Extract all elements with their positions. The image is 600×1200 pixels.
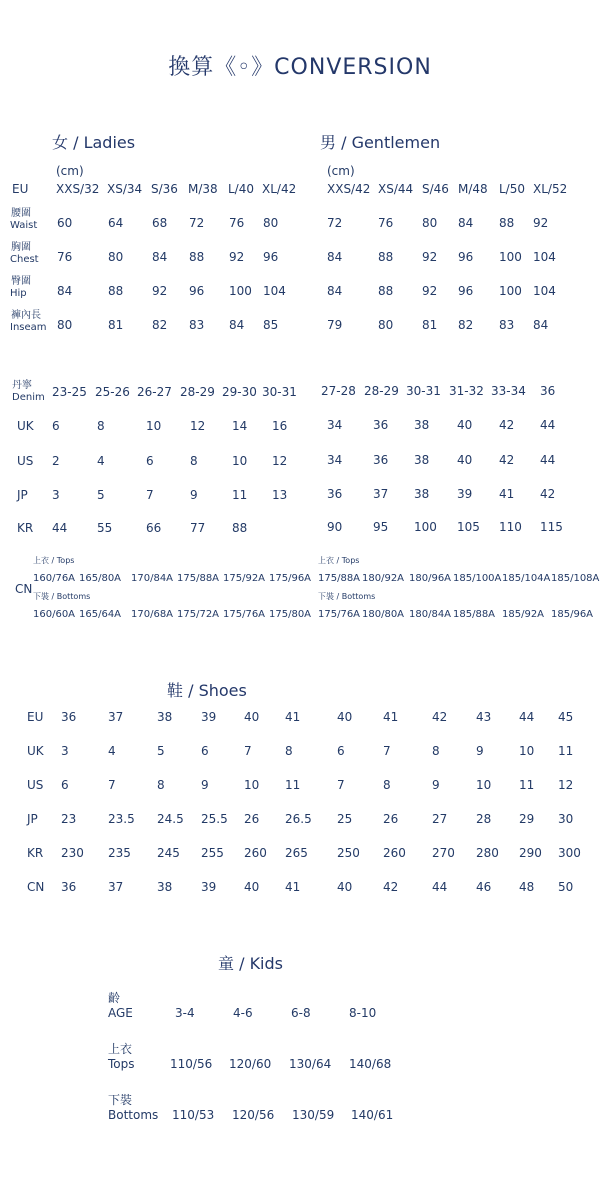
row-label-jp: JP <box>17 488 28 502</box>
gentlemen-kr-cell: 90 <box>327 520 343 534</box>
ladies-kr-cell: 55 <box>97 521 113 535</box>
shoes-cell: 10 <box>476 778 492 792</box>
shoes-cell: 7 <box>337 778 345 792</box>
row-label-us: US <box>17 454 34 468</box>
shoes-cell: 40 <box>337 710 353 724</box>
ladies-cell: 84 <box>229 318 245 332</box>
ladies-cell: 85 <box>263 318 279 332</box>
gentlemen-uk-cell: 36 <box>373 418 389 432</box>
gentlemen-denim-cell: 27-28 <box>321 384 356 398</box>
ladies-cell: 88 <box>108 284 124 298</box>
gentlemen-denim-cell: 30-31 <box>406 384 441 398</box>
gentlemen-size-header: L/50 <box>499 182 525 196</box>
shoes-cell: 7 <box>383 744 391 758</box>
shoes-cell: 250 <box>337 846 360 860</box>
gentlemen-cell: 92 <box>422 250 438 264</box>
gentlemen-cell: 92 <box>422 284 438 298</box>
gentlemen-cell: 88 <box>499 216 515 230</box>
gentlemen-uk-cell: 34 <box>327 418 343 432</box>
gentlemen-uk-cell: 42 <box>499 418 515 432</box>
gentlemen-size-header: XXS/42 <box>327 182 371 196</box>
ladies-cn-tops-cell: 175/92A <box>223 573 266 584</box>
ladies-uk-cell: 16 <box>272 419 288 433</box>
shoes-cell: 41 <box>285 880 301 894</box>
kids-cell: 6-8 <box>291 1006 311 1020</box>
shoes-cell: 280 <box>476 846 499 860</box>
kids-cell: 120/60 <box>229 1057 272 1071</box>
ladies-cell: 76 <box>57 250 73 264</box>
gentlemen-denim-cell: 36 <box>540 384 556 398</box>
ladies-jp-cell: 5 <box>97 488 105 502</box>
shoes-cell: 44 <box>432 880 448 894</box>
shoes-cell: 265 <box>285 846 308 860</box>
gentlemen-cell: 84 <box>458 216 474 230</box>
shoes-cell: 46 <box>476 880 492 894</box>
gentlemen-us-cell: 40 <box>457 453 473 467</box>
ladies-jp-cell: 11 <box>232 488 248 502</box>
shoes-cell: 7 <box>244 744 252 758</box>
shoes-row-label: EU <box>27 710 44 724</box>
shoes-cell: 11 <box>285 778 301 792</box>
gentlemen-uk-cell: 40 <box>457 418 473 432</box>
shoes-cell: 38 <box>157 880 173 894</box>
ladies-cell: 81 <box>108 318 124 332</box>
ladies-cell: 88 <box>189 250 205 264</box>
ladies-size-header: XXS/32 <box>56 182 100 196</box>
ladies-denim-cell: 26-27 <box>137 385 172 399</box>
row-label-uk: UK <box>17 419 34 433</box>
ladies-us-cell: 6 <box>146 454 154 468</box>
ladies-cell: 84 <box>57 284 73 298</box>
ladies-cell: 82 <box>152 318 168 332</box>
gentlemen-cell: 80 <box>422 216 438 230</box>
ladies-size-header: S/36 <box>151 182 178 196</box>
ladies-cn-bottoms-cell: 160/60A <box>33 609 76 620</box>
gentlemen-cell: 88 <box>378 250 394 264</box>
gentlemen-us-cell: 34 <box>327 453 343 467</box>
shoes-cell: 8 <box>285 744 293 758</box>
shoes-cell: 50 <box>558 880 574 894</box>
kids-row-label-zh: 上衣 <box>108 1042 133 1056</box>
gentlemen-kr-cell: 115 <box>540 520 563 534</box>
gentlemen-cell: 104 <box>533 250 556 264</box>
ladies-cell: 83 <box>189 318 205 332</box>
gentlemen-cn-tops-cell: 175/88A <box>318 573 361 584</box>
shoes-cell: 10 <box>244 778 260 792</box>
row-label-zh: 胸圍 <box>11 242 31 253</box>
shoes-cell: 39 <box>201 710 217 724</box>
row-label-zh: 褲內長 <box>11 310 41 321</box>
shoes-row-label: UK <box>27 744 44 758</box>
ladies-us-cell: 12 <box>272 454 288 468</box>
gentlemen-cell: 79 <box>327 318 343 332</box>
ladies-cn-tops-cell: 165/80A <box>79 573 122 584</box>
ladies-kr-cell: 77 <box>190 521 206 535</box>
gentlemen-kr-cell: 110 <box>499 520 522 534</box>
ladies-cell: 76 <box>229 216 245 230</box>
kids-row-label-zh: 下裝 <box>108 1093 133 1107</box>
shoes-cell: 9 <box>432 778 440 792</box>
shoes-cell: 12 <box>558 778 574 792</box>
gentlemen-cell: 81 <box>422 318 438 332</box>
ladies-cn-tops-cell: 170/84A <box>131 573 174 584</box>
kids-cell: 110/56 <box>170 1057 213 1071</box>
gentlemen-kr-cell: 95 <box>373 520 389 534</box>
shoes-cell: 24.5 <box>157 812 184 826</box>
ladies-cn-bottoms-label: 下裝 / Bottoms <box>33 592 91 601</box>
gentlemen-cell: 84 <box>327 284 343 298</box>
shoes-cell: 39 <box>201 880 217 894</box>
gentlemen-cn-tops-cell: 185/108A <box>551 573 600 584</box>
gentlemen-cell: 88 <box>378 284 394 298</box>
gentlemen-cn-tops-cell: 185/100A <box>453 573 502 584</box>
shoes-cell: 41 <box>383 710 399 724</box>
gentlemen-cn-tops-cell: 185/104A <box>502 573 551 584</box>
shoes-cell: 37 <box>108 710 124 724</box>
ladies-kr-cell: 66 <box>146 521 162 535</box>
row-label-en: Hip <box>10 288 27 299</box>
shoes-cell: 6 <box>61 778 69 792</box>
shoes-cell: 23.5 <box>108 812 135 826</box>
kids-cell: 120/56 <box>232 1108 275 1122</box>
kids-cell: 140/68 <box>349 1057 392 1071</box>
ladies-size-header: XS/34 <box>107 182 143 196</box>
shoes-heading: 鞋 / Shoes <box>167 681 247 700</box>
gentlemen-cn-tops-cell: 180/92A <box>362 573 405 584</box>
ladies-size-header: M/38 <box>188 182 218 196</box>
ladies-size-header: L/40 <box>228 182 254 196</box>
ladies-kr-cell: 88 <box>232 521 248 535</box>
ladies-us-cell: 8 <box>190 454 198 468</box>
ladies-cell: 72 <box>189 216 205 230</box>
gentlemen-cell: 100 <box>499 250 522 264</box>
shoes-cell: 270 <box>432 846 455 860</box>
ladies-cn-tops-cell: 175/96A <box>269 573 312 584</box>
ladies-us-cell: 4 <box>97 454 105 468</box>
gentlemen-denim-cell: 31-32 <box>449 384 484 398</box>
shoes-cell: 40 <box>244 710 260 724</box>
shoes-cell: 45 <box>558 710 574 724</box>
ladies-jp-cell: 9 <box>190 488 198 502</box>
gentlemen-us-cell: 42 <box>499 453 515 467</box>
kids-cell: 8-10 <box>349 1006 377 1020</box>
shoes-cell: 36 <box>61 710 77 724</box>
shoes-row-label: JP <box>27 812 38 826</box>
gentlemen-cn-tops-cell: 180/96A <box>409 573 452 584</box>
ladies-uk-cell: 12 <box>190 419 206 433</box>
shoes-cell: 40 <box>244 880 260 894</box>
ladies-cell: 104 <box>263 284 286 298</box>
gentlemen-cn-bottoms-label: 下裝 / Bottoms <box>318 592 376 601</box>
gentlemen-jp-cell: 36 <box>327 487 343 501</box>
row-label-en: Inseam <box>10 322 47 333</box>
ladies-cell: 84 <box>152 250 168 264</box>
ladies-denim-cell: 29-30 <box>222 385 257 399</box>
ladies-cn-bottoms-cell: 165/64A <box>79 609 122 620</box>
shoes-cell: 44 <box>519 710 535 724</box>
gentlemen-unit: (cm) <box>327 164 355 178</box>
kids-cell: 4-6 <box>233 1006 253 1020</box>
shoes-cell: 230 <box>61 846 84 860</box>
ladies-unit: (cm) <box>56 164 84 178</box>
gentlemen-cell: 76 <box>378 216 394 230</box>
kids-row-label-en: Bottoms <box>108 1108 159 1122</box>
ladies-cell: 100 <box>229 284 252 298</box>
ladies-cell: 64 <box>108 216 124 230</box>
shoes-cell: 6 <box>201 744 209 758</box>
page-title: 換算《◦》CONVERSION <box>168 55 432 80</box>
gentlemen-cell: 96 <box>458 284 474 298</box>
shoes-row-label: CN <box>27 880 45 894</box>
shoes-cell: 48 <box>519 880 535 894</box>
gentlemen-cell: 72 <box>327 216 343 230</box>
kids-cell: 130/59 <box>292 1108 335 1122</box>
gentlemen-us-cell: 44 <box>540 453 556 467</box>
shoes-cell: 25 <box>337 812 353 826</box>
gentlemen-jp-cell: 37 <box>373 487 389 501</box>
shoes-cell: 260 <box>383 846 406 860</box>
shoes-cell: 255 <box>201 846 224 860</box>
shoes-cell: 30 <box>558 812 574 826</box>
gentlemen-cell: 104 <box>533 284 556 298</box>
shoes-cell: 37 <box>108 880 124 894</box>
shoes-cell: 29 <box>519 812 535 826</box>
kids-cell: 130/64 <box>289 1057 332 1071</box>
ladies-cell: 92 <box>229 250 245 264</box>
gentlemen-cn-bottoms-cell: 175/76A <box>318 609 361 620</box>
ladies-size-header: XL/42 <box>262 182 297 196</box>
shoes-row-label: KR <box>27 846 44 860</box>
ladies-cell: 80 <box>108 250 124 264</box>
shoes-cell: 8 <box>432 744 440 758</box>
ladies-cell: 92 <box>152 284 168 298</box>
gentlemen-cell: 96 <box>458 250 474 264</box>
gentlemen-heading: 男 / Gentlemen <box>320 133 441 152</box>
shoes-cell: 10 <box>519 744 535 758</box>
ladies-cell: 80 <box>263 216 279 230</box>
gentlemen-cn-bottoms-cell: 185/88A <box>453 609 496 620</box>
shoes-cell: 260 <box>244 846 267 860</box>
shoes-cell: 7 <box>108 778 116 792</box>
gentlemen-us-cell: 38 <box>414 453 430 467</box>
gentlemen-cell: 100 <box>499 284 522 298</box>
kids-cell: 110/53 <box>172 1108 215 1122</box>
shoes-cell: 3 <box>61 744 69 758</box>
shoes-cell: 28 <box>476 812 492 826</box>
row-label-cn: CN <box>15 582 33 596</box>
gentlemen-us-cell: 36 <box>373 453 389 467</box>
gentlemen-cn-bottoms-cell: 180/84A <box>409 609 452 620</box>
shoes-cell: 26.5 <box>285 812 312 826</box>
ladies-cell: 96 <box>263 250 279 264</box>
shoes-cell: 26 <box>244 812 260 826</box>
gentlemen-cn-bottoms-cell: 185/96A <box>551 609 594 620</box>
row-label-kr: KR <box>17 521 34 535</box>
ladies-uk-cell: 6 <box>52 419 60 433</box>
gentlemen-cell: 84 <box>327 250 343 264</box>
gentlemen-cn-tops-label: 上衣 / Tops <box>318 556 360 565</box>
ladies-cell: 60 <box>57 216 73 230</box>
shoes-cell: 11 <box>519 778 535 792</box>
gentlemen-denim-cell: 33-34 <box>491 384 526 398</box>
gentlemen-size-header: XS/44 <box>378 182 414 196</box>
row-label-denim-en: Denim <box>12 392 45 403</box>
shoes-cell: 43 <box>476 710 492 724</box>
ladies-jp-cell: 7 <box>146 488 154 502</box>
gentlemen-uk-cell: 44 <box>540 418 556 432</box>
shoes-cell: 38 <box>157 710 173 724</box>
shoes-cell: 23 <box>61 812 77 826</box>
shoes-cell: 290 <box>519 846 542 860</box>
shoes-cell: 26 <box>383 812 399 826</box>
kids-row-label-en: Tops <box>108 1057 135 1071</box>
shoes-cell: 36 <box>61 880 77 894</box>
ladies-us-cell: 10 <box>232 454 248 468</box>
ladies-cn-bottoms-cell: 175/80A <box>269 609 312 620</box>
kids-row-label-zh: 齡 <box>108 991 121 1005</box>
row-label-en: Chest <box>10 254 39 265</box>
shoes-cell: 4 <box>108 744 116 758</box>
ladies-uk-cell: 14 <box>232 419 248 433</box>
row-label-en: Waist <box>10 220 38 231</box>
ladies-cell: 96 <box>189 284 205 298</box>
ladies-cell: 80 <box>57 318 73 332</box>
shoes-cell: 25.5 <box>201 812 228 826</box>
gentlemen-jp-cell: 41 <box>499 487 515 501</box>
shoes-cell: 42 <box>383 880 399 894</box>
ladies-cell: 68 <box>152 216 168 230</box>
kids-cell: 3-4 <box>175 1006 195 1020</box>
shoes-cell: 235 <box>108 846 131 860</box>
ladies-cn-tops-cell: 175/88A <box>177 573 220 584</box>
kids-heading: 童 / Kids <box>218 954 283 973</box>
row-label-denim-zh: 丹寧 <box>12 380 32 391</box>
gentlemen-uk-cell: 38 <box>414 418 430 432</box>
gentlemen-jp-cell: 42 <box>540 487 556 501</box>
shoes-cell: 9 <box>476 744 484 758</box>
shoes-cell: 40 <box>337 880 353 894</box>
gentlemen-kr-cell: 105 <box>457 520 480 534</box>
shoes-cell: 8 <box>157 778 165 792</box>
gentlemen-cell: 84 <box>533 318 549 332</box>
ladies-denim-cell: 28-29 <box>180 385 215 399</box>
shoes-cell: 27 <box>432 812 448 826</box>
ladies-us-cell: 2 <box>52 454 60 468</box>
gentlemen-cell: 83 <box>499 318 515 332</box>
ladies-cn-bottoms-cell: 170/68A <box>131 609 174 620</box>
shoes-cell: 41 <box>285 710 301 724</box>
gentlemen-size-header: XL/52 <box>533 182 568 196</box>
shoes-cell: 245 <box>157 846 180 860</box>
gentlemen-jp-cell: 39 <box>457 487 473 501</box>
gentlemen-denim-cell: 28-29 <box>364 384 399 398</box>
shoes-cell: 8 <box>383 778 391 792</box>
row-label-zh: 腰圍 <box>11 208 31 219</box>
shoes-cell: 42 <box>432 710 448 724</box>
shoes-cell: 300 <box>558 846 581 860</box>
ladies-uk-cell: 10 <box>146 419 162 433</box>
kids-cell: 140/61 <box>351 1108 394 1122</box>
shoes-row-label: US <box>27 778 44 792</box>
ladies-kr-cell: 44 <box>52 521 68 535</box>
ladies-denim-cell: 25-26 <box>95 385 130 399</box>
ladies-cn-tops-cell: 160/76A <box>33 573 76 584</box>
ladies-jp-cell: 3 <box>52 488 60 502</box>
gentlemen-cell: 82 <box>458 318 474 332</box>
ladies-heading: 女 / Ladies <box>52 133 136 152</box>
ladies-denim-cell: 30-31 <box>262 385 297 399</box>
kids-row-label-en: AGE <box>108 1006 133 1020</box>
shoes-cell: 6 <box>337 744 345 758</box>
ladies-cn-tops-label: 上衣 / Tops <box>33 556 75 565</box>
gentlemen-cell: 80 <box>378 318 394 332</box>
row-label-eu: EU <box>12 182 29 196</box>
gentlemen-cn-bottoms-cell: 185/92A <box>502 609 545 620</box>
ladies-uk-cell: 8 <box>97 419 105 433</box>
shoes-cell: 9 <box>201 778 209 792</box>
gentlemen-cn-bottoms-cell: 180/80A <box>362 609 405 620</box>
gentlemen-cell: 92 <box>533 216 549 230</box>
gentlemen-jp-cell: 38 <box>414 487 430 501</box>
shoes-cell: 11 <box>558 744 574 758</box>
row-label-zh: 臀圍 <box>11 276 31 287</box>
shoes-cell: 5 <box>157 744 165 758</box>
ladies-jp-cell: 13 <box>272 488 288 502</box>
ladies-cn-bottoms-cell: 175/72A <box>177 609 220 620</box>
gentlemen-size-header: M/48 <box>458 182 488 196</box>
gentlemen-kr-cell: 100 <box>414 520 437 534</box>
ladies-cn-bottoms-cell: 175/76A <box>223 609 266 620</box>
gentlemen-size-header: S/46 <box>422 182 449 196</box>
ladies-denim-cell: 23-25 <box>52 385 87 399</box>
